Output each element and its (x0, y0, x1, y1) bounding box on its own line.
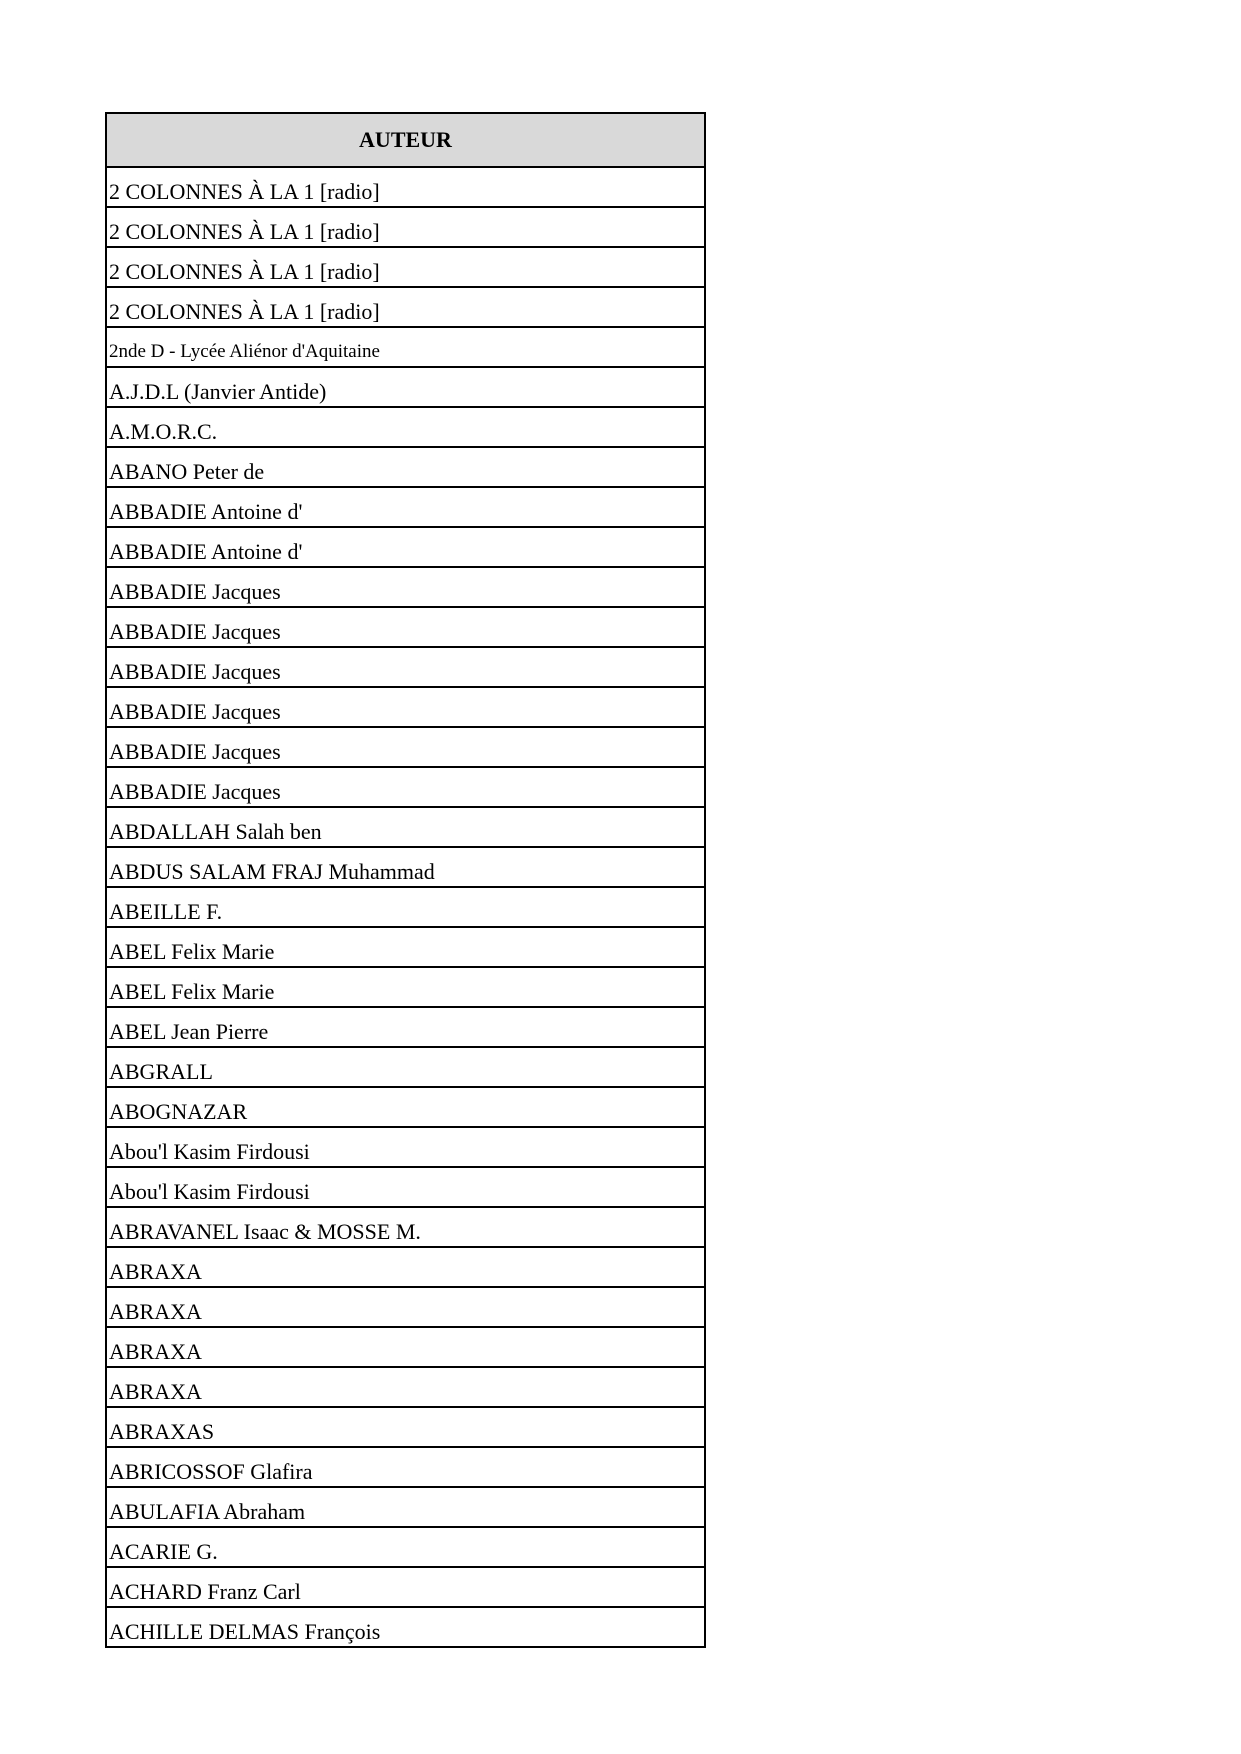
table-row (106, 527, 705, 567)
table-cell: ABBADIE Jacques (106, 687, 705, 727)
table-cell: ABDUS SALAM FRAJ Muhammad (106, 847, 705, 887)
table-cell: Abou'l Kasim Firdousi (106, 1167, 705, 1207)
table-cell: ABRAXAS (106, 1407, 705, 1447)
table-row (106, 687, 705, 727)
table-cell: ABBADIE Jacques (106, 727, 705, 767)
table-cell: Abou'l Kasim Firdousi (106, 1127, 705, 1167)
table-cell: ABEL Jean Pierre (106, 1007, 705, 1047)
table-cell: ABRAXA (106, 1367, 705, 1407)
table-row (106, 847, 705, 887)
header-row (106, 113, 705, 167)
table-row (106, 767, 705, 807)
table-cell: ACHILLE DELMAS François (106, 1607, 705, 1647)
table-row (106, 1087, 705, 1127)
table-row (106, 207, 705, 247)
table-row (106, 607, 705, 647)
table-row (106, 1127, 705, 1167)
table-cell: ABOGNAZAR (106, 1087, 705, 1127)
table-cell: ABBADIE Jacques (106, 767, 705, 807)
table-cell: ACHARD Franz Carl (106, 1567, 705, 1607)
table-row (106, 927, 705, 967)
table-cell: ABBADIE Jacques (106, 607, 705, 647)
table-cell: ABANO Peter de (106, 447, 705, 487)
table-row (106, 247, 705, 287)
table-row (106, 407, 705, 447)
table-row (106, 287, 705, 327)
table-row (106, 1367, 705, 1407)
table-row (106, 647, 705, 687)
table-cell: A.J.D.L (Janvier Antide) (106, 367, 705, 407)
table-cell: A.M.O.R.C. (106, 407, 705, 447)
table-row (106, 1407, 705, 1447)
table-cell: ABBADIE Jacques (106, 567, 705, 607)
table-cell: ABRAXA (106, 1327, 705, 1367)
table-cell: ABBADIE Jacques (106, 647, 705, 687)
table-cell: ABULAFIA Abraham (106, 1487, 705, 1527)
table-row (106, 447, 705, 487)
table-row (106, 967, 705, 1007)
table-cell: 2nde D - Lycée Aliénor d'Aquitaine (106, 327, 705, 367)
table-row (106, 167, 705, 207)
table-row (106, 1567, 705, 1607)
table-cell: ABRAXA (106, 1287, 705, 1327)
table-cell: ABEL Felix Marie (106, 967, 705, 1007)
table-cell: 2 COLONNES À LA 1 [radio] (106, 247, 705, 287)
table-row (106, 1287, 705, 1327)
table-cell: 2 COLONNES À LA 1 [radio] (106, 287, 705, 327)
table-row (106, 1047, 705, 1087)
table-cell: ABDALLAH Salah ben (106, 807, 705, 847)
table-row (106, 1247, 705, 1287)
table-row (106, 327, 705, 367)
table-row (106, 1327, 705, 1367)
table-cell: ABRICOSSOF Glafira (106, 1447, 705, 1487)
table-cell: ACARIE G. (106, 1527, 705, 1567)
table-row (106, 1167, 705, 1207)
table-cell: 2 COLONNES À LA 1 [radio] (106, 207, 705, 247)
table-row (106, 1487, 705, 1527)
table-cell: ABEILLE F. (106, 887, 705, 927)
table-cell: ABGRALL (106, 1047, 705, 1087)
table-row (106, 567, 705, 607)
author-table (105, 112, 706, 1648)
table-cell: ABRAVANEL Isaac & MOSSE M. (106, 1207, 705, 1247)
table-row (106, 1527, 705, 1567)
table-row (106, 1007, 705, 1047)
table-row (106, 1207, 705, 1247)
table-row (106, 1607, 705, 1647)
table-row (106, 367, 705, 407)
table-cell: ABBADIE Antoine d' (106, 487, 705, 527)
table-row (106, 887, 705, 927)
column-header-auteur: AUTEUR (106, 113, 705, 167)
table-cell: ABBADIE Antoine d' (106, 527, 705, 567)
table-row (106, 807, 705, 847)
table-row (106, 1447, 705, 1487)
table-cell: ABRAXA (106, 1247, 705, 1287)
table-cell: 2 COLONNES À LA 1 [radio] (106, 167, 705, 207)
table-row (106, 487, 705, 527)
table-cell: ABEL Felix Marie (106, 927, 705, 967)
table-row (106, 727, 705, 767)
